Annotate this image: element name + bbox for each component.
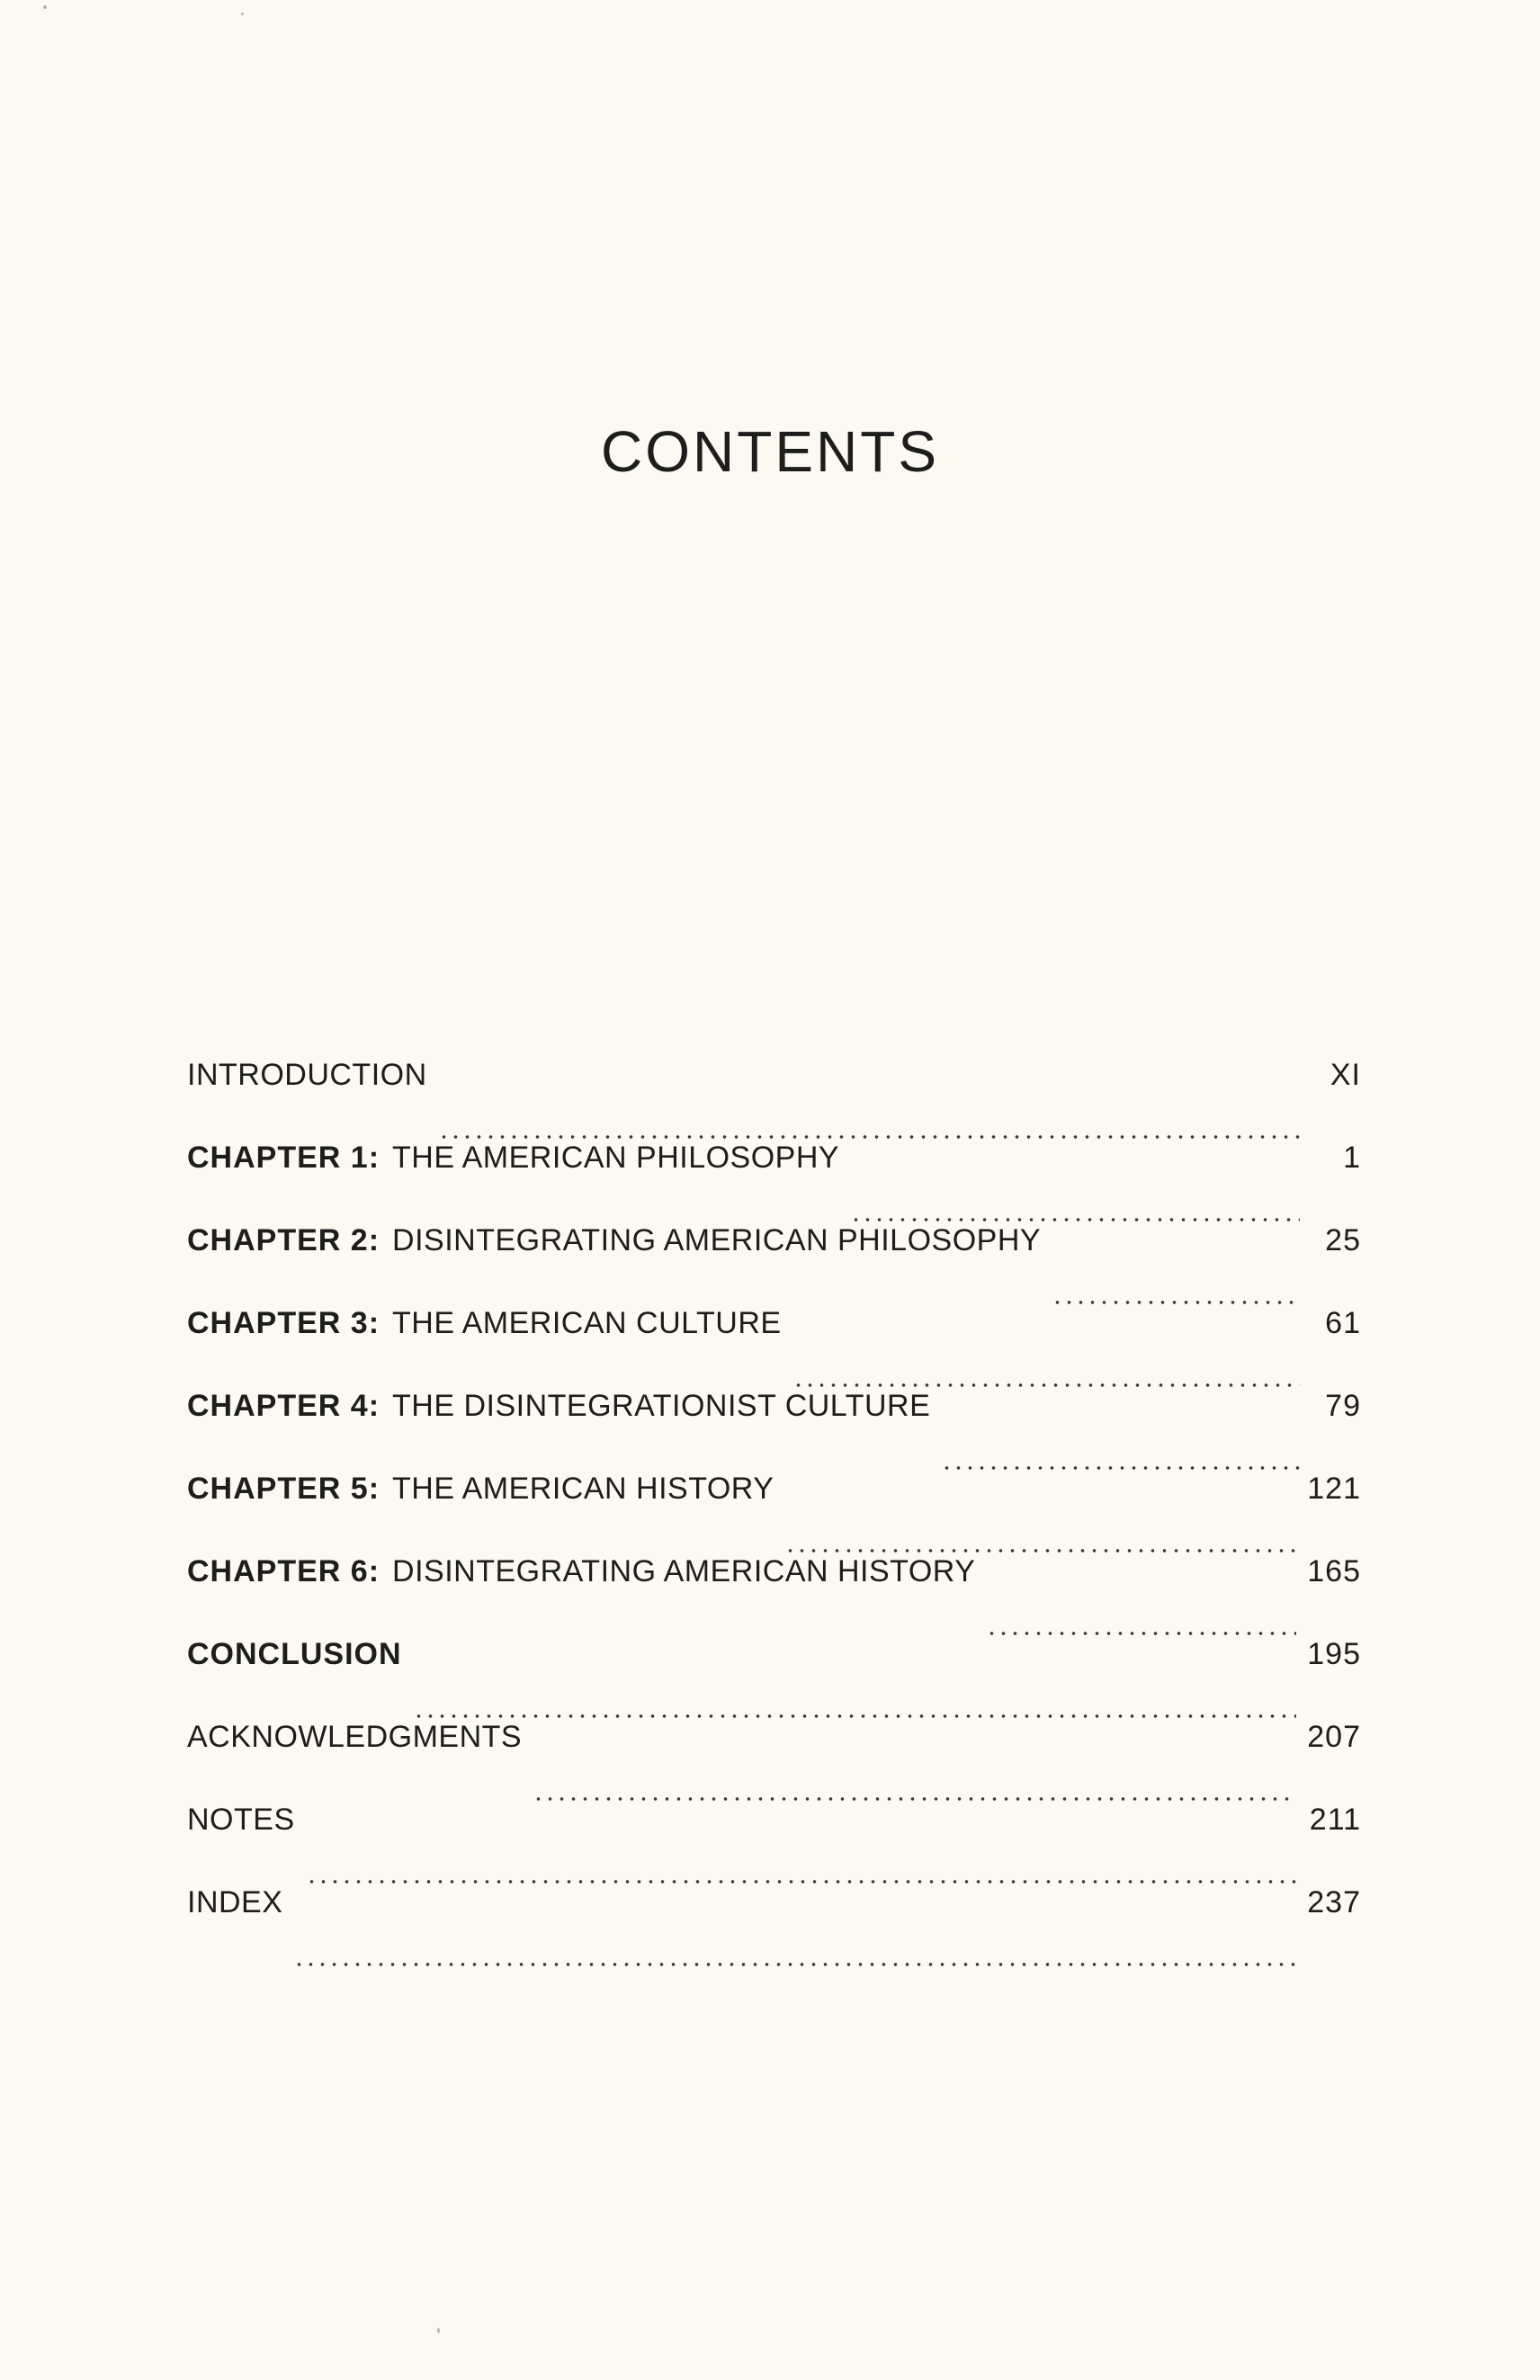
toc-entry[interactable] (187, 1722, 1361, 1804)
dot-leader (986, 1632, 1296, 1635)
entry-title: CONCLUSION (187, 1637, 402, 1671)
page-number: 165 (1307, 1554, 1361, 1588)
dot-leader (306, 1880, 1299, 1883)
chapter-number: CHAPTER 4: (187, 1389, 381, 1423)
chapter-number: CHAPTER 6: (187, 1554, 381, 1588)
dot-leader (533, 1797, 1296, 1801)
paper-speck (437, 2328, 440, 2333)
page-number: 1 (1343, 1141, 1361, 1175)
page-number: 207 (1307, 1720, 1361, 1754)
page-number: 79 (1325, 1389, 1361, 1423)
entry-title: THE AMERICAN HISTORY (392, 1472, 774, 1506)
entry-title: THE AMERICAN PHILOSOPHY (392, 1141, 840, 1175)
entry-title: THE DISINTEGRATIONIST CULTURE (392, 1389, 931, 1423)
entry-title: INDEX (187, 1885, 283, 1919)
dot-leader (792, 1383, 1300, 1387)
dot-leader (850, 1218, 1300, 1221)
entry-title: DISINTEGRATING AMERICAN HISTORY (392, 1554, 976, 1588)
chapter-number: CHAPTER 1: (187, 1141, 381, 1175)
page-number: 237 (1307, 1885, 1361, 1919)
page-number: 25 (1325, 1223, 1361, 1257)
dot-leader (438, 1135, 1300, 1139)
chapter-number: CHAPTER 5: (187, 1472, 381, 1506)
toc-entry[interactable] (187, 1804, 1361, 1887)
chapter-number: CHAPTER 3: (187, 1306, 381, 1340)
entry-title: DISINTEGRATING AMERICAN PHILOSOPHY (392, 1223, 1042, 1257)
dot-leader (941, 1466, 1300, 1470)
page-number: 211 (1309, 1803, 1361, 1837)
table-of-contents (187, 1060, 1361, 1970)
page-number: 121 (1307, 1472, 1361, 1506)
page-title: CONTENTS (601, 419, 939, 484)
toc-entry[interactable] (187, 1225, 1361, 1308)
dot-leader (413, 1714, 1297, 1718)
entry-title: ACKNOWLEDGMENTS (187, 1720, 523, 1754)
page-number: XI (1330, 1058, 1361, 1092)
toc-entry[interactable] (187, 1142, 1361, 1225)
page-number: 195 (1307, 1637, 1361, 1671)
dot-leader (293, 1963, 1296, 1966)
paper-speck (43, 5, 47, 9)
entry-title: THE AMERICAN CULTURE (392, 1306, 782, 1340)
toc-entry[interactable] (187, 1308, 1361, 1391)
dot-leader (784, 1549, 1296, 1552)
chapter-number: CHAPTER 2: (187, 1223, 381, 1257)
paper-speck (241, 13, 244, 15)
page-number: 61 (1325, 1306, 1361, 1340)
toc-entry[interactable] (187, 1887, 1361, 1970)
toc-entry[interactable] (187, 1556, 1361, 1639)
entry-title: NOTES (187, 1803, 295, 1837)
toc-entry[interactable] (187, 1473, 1361, 1556)
toc-entry[interactable] (187, 1391, 1361, 1473)
dot-leader (1052, 1301, 1300, 1304)
toc-entry[interactable] (187, 1060, 1361, 1142)
toc-entry[interactable] (187, 1639, 1361, 1722)
entry-title: INTRODUCTION (187, 1058, 427, 1092)
